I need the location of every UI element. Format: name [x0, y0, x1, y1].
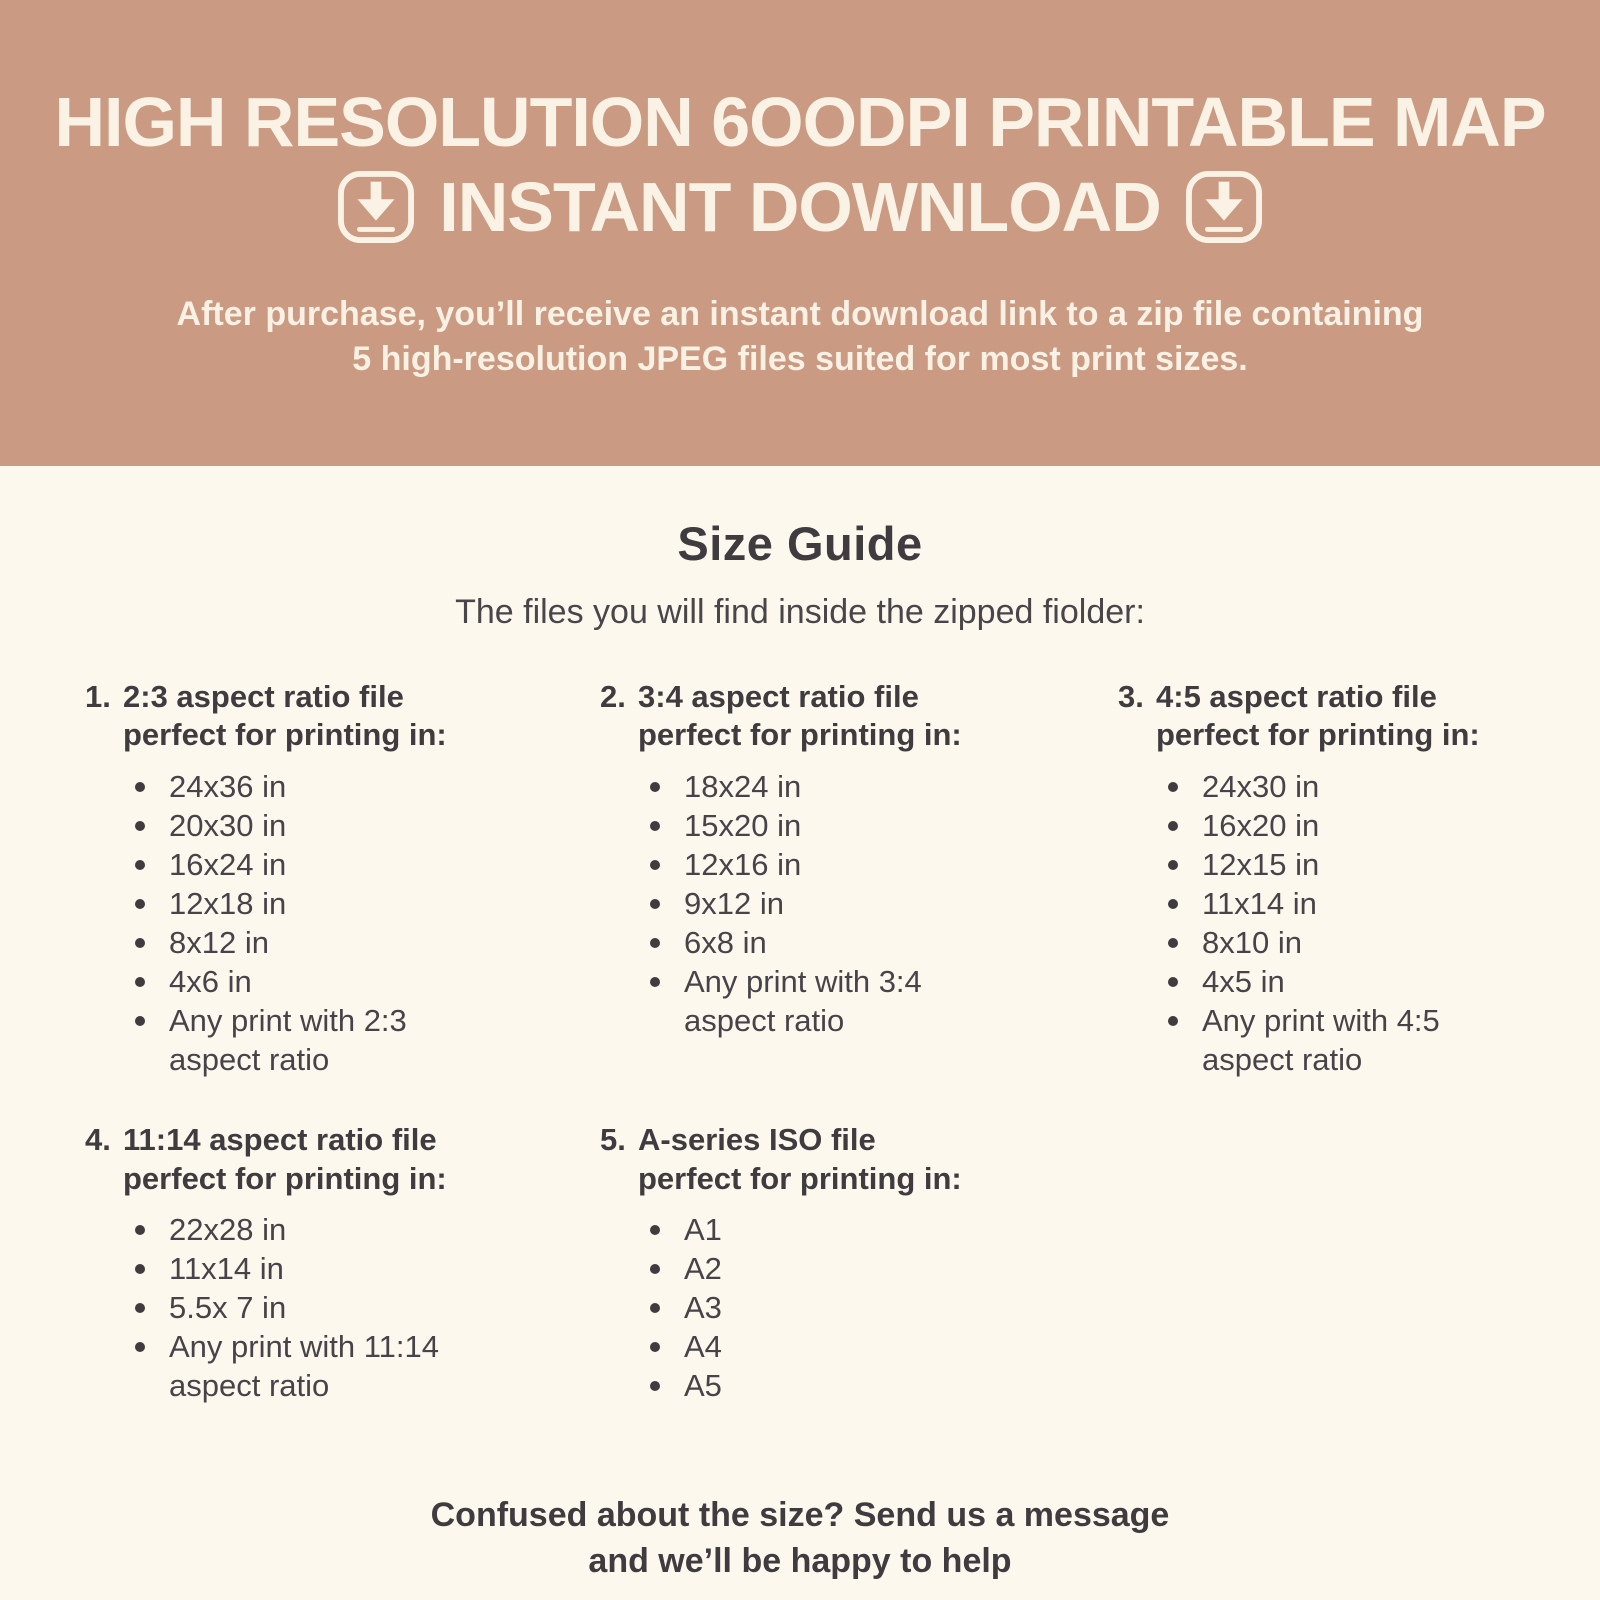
- size-option: 11x14 in: [1164, 884, 1580, 923]
- item-number: 3.: [1118, 679, 1144, 714]
- main-title-line2-row: [0, 169, 1600, 246]
- item-title-line1: 3:4 aspect ratio file: [638, 679, 919, 714]
- size-item-1: [85, 678, 600, 1079]
- item-title-line1: A-series ISO file: [638, 1122, 876, 1158]
- item-title-line2: perfect for printing in:: [638, 717, 962, 753]
- size-option: 4x6 in: [131, 962, 600, 1001]
- footer-note-line2: and we’ll be happy to help: [588, 1542, 1012, 1581]
- item-title: [123, 678, 447, 755]
- size-options-list: [85, 767, 600, 1079]
- size-option: A3: [646, 1288, 1118, 1327]
- item-title: [1156, 678, 1480, 755]
- size-guide-section: [0, 466, 1600, 1585]
- item-number: 2.: [600, 679, 626, 714]
- size-option: 12x16 in: [646, 845, 1118, 884]
- size-option: A1: [646, 1210, 1118, 1249]
- main-title-line2: INSTANT DOWNLOAD: [439, 167, 1161, 246]
- size-item-3: [1118, 678, 1580, 1079]
- download-icon: [1185, 170, 1263, 244]
- size-item-heading: [1118, 678, 1580, 755]
- size-option: Any print with 4:5 aspect ratio: [1164, 1001, 1580, 1079]
- size-option: A4: [646, 1327, 1118, 1366]
- item-title-line1: 2:3 aspect ratio file: [123, 679, 404, 714]
- size-option: 15x20 in: [646, 806, 1118, 845]
- size-item-5: [600, 1121, 1118, 1405]
- size-option: 5.5x 7 in: [131, 1288, 600, 1327]
- item-number: 5.: [600, 1122, 626, 1158]
- size-guide-subtitle: The files you will find inside the zipped fiolder:: [455, 593, 1145, 631]
- size-option: 12x15 in: [1164, 845, 1580, 884]
- size-option: 22x28 in: [131, 1210, 600, 1249]
- size-option: Any print with 11:14 aspect ratio: [131, 1327, 600, 1405]
- size-item-heading: [85, 1121, 600, 1198]
- header-subtitle-line1: After purchase, you’ll receive an instant download link to a zip file containing: [176, 294, 1424, 333]
- item-number: 1.: [85, 679, 111, 714]
- size-option: 8x10 in: [1164, 923, 1580, 962]
- size-item-heading: [85, 678, 600, 755]
- header-subtitle: [0, 292, 1600, 384]
- size-option: 6x8 in: [646, 923, 1118, 962]
- item-title-line1: 11:14 aspect ratio file: [123, 1122, 437, 1158]
- size-options-list: [600, 1210, 1118, 1405]
- grid-spacer: [1118, 1121, 1580, 1405]
- size-guide-grid: [0, 678, 1600, 1405]
- footer-note-line1: Confused about the size? Send us a message: [430, 1496, 1170, 1535]
- item-title-line2: perfect for printing in:: [123, 717, 447, 753]
- size-option: A2: [646, 1249, 1118, 1288]
- size-option: Any print with 3:4 aspect ratio: [646, 962, 1118, 1040]
- size-item-heading: [600, 1121, 1118, 1198]
- size-option: 24x30 in: [1164, 767, 1580, 806]
- item-number: 4.: [85, 1122, 111, 1158]
- size-guide-title: Size Guide: [677, 517, 923, 570]
- size-option: 11x14 in: [131, 1249, 600, 1288]
- item-title-line2: perfect for printing in:: [123, 1160, 447, 1196]
- size-options-list: [600, 767, 1118, 1040]
- download-icon: [337, 170, 415, 244]
- size-option: A5: [646, 1366, 1118, 1405]
- item-title-line2: perfect for printing in:: [638, 1160, 962, 1196]
- item-title-line1: 4:5 aspect ratio file: [1156, 679, 1437, 714]
- item-title: [638, 1121, 962, 1198]
- item-title-line2: perfect for printing in:: [1156, 717, 1480, 753]
- size-option: 16x20 in: [1164, 806, 1580, 845]
- size-item-2: [600, 678, 1118, 1079]
- size-option: 4x5 in: [1164, 962, 1580, 1001]
- item-title: [638, 678, 962, 755]
- item-title: [123, 1121, 447, 1198]
- size-option: 9x12 in: [646, 884, 1118, 923]
- size-item-4: [85, 1121, 600, 1405]
- size-option: Any print with 2:3 aspect ratio: [131, 1001, 600, 1079]
- main-title-line1: HIGH RESOLUTION 6OODPI PRINTABLE MAP: [54, 83, 1546, 161]
- header-subtitle-line2: 5 high-resolution JPEG files suited for most print sizes.: [352, 340, 1248, 379]
- size-item-heading: [600, 678, 1118, 755]
- size-option: 24x36 in: [131, 767, 600, 806]
- footer-note: [0, 1493, 1600, 1585]
- size-option: 8x12 in: [131, 923, 600, 962]
- size-option: 18x24 in: [646, 767, 1118, 806]
- size-option: 20x30 in: [131, 806, 600, 845]
- header-banner: [0, 0, 1600, 466]
- size-option: 16x24 in: [131, 845, 600, 884]
- size-options-list: [85, 1210, 600, 1405]
- size-option: 12x18 in: [131, 884, 600, 923]
- size-options-list: [1118, 767, 1580, 1079]
